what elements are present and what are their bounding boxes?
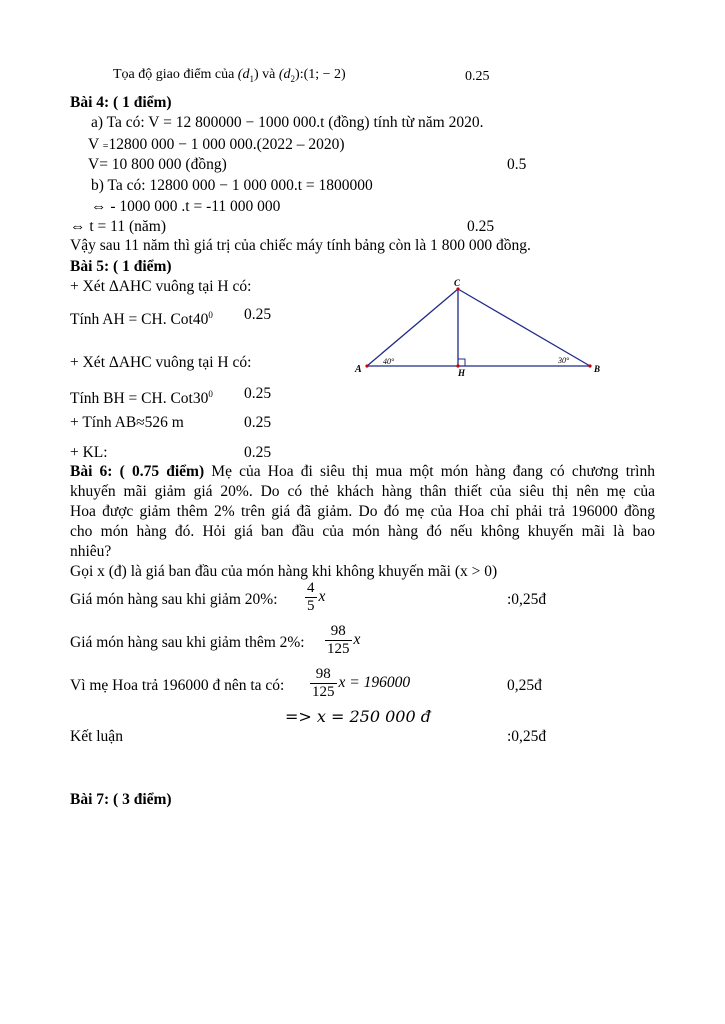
- bai5-l3: + Xét ΔAHC vuông tại H có:: [70, 354, 252, 371]
- point-a: [365, 364, 368, 367]
- bai4-a2-rest: 12800 000 − 1 000 000.(2022 – 2020): [108, 136, 345, 153]
- label-c: C: [454, 278, 461, 288]
- equation-rhs: x = 196000: [338, 674, 411, 692]
- d2-subscript: 2: [290, 73, 296, 84]
- bai5-title: Bài 5: ( 1 điểm): [70, 258, 172, 275]
- bai5-l2-sup: 0: [208, 310, 213, 320]
- side-cb: [458, 289, 590, 366]
- intersection-line: [113, 66, 346, 88]
- bai6-p3: Hoa được giảm thêm 2% trên giá đã giảm. Do đó mẹ của Hoa chỉ phải trả 196000 đồng: [70, 503, 655, 520]
- fraction-denominator: 5: [307, 598, 315, 614]
- bai5-l4: [70, 385, 213, 408]
- fraction-98-125-eq: [310, 666, 337, 701]
- bai4-a2: [88, 136, 345, 156]
- bai6-title: Bài 6: ( 0.75 điểm): [70, 463, 205, 480]
- bai4-a3: V= 10 800 000 (đồng): [88, 156, 227, 173]
- fraction-numerator: 98: [315, 666, 331, 682]
- bai4-b3-score: 0.25: [467, 218, 495, 235]
- bai6-s1-score: :0,25đ: [507, 591, 547, 608]
- bai6-s5-score: :0,25đ: [507, 728, 547, 745]
- bai5-l4-score: 0.25: [244, 385, 272, 402]
- triangle-lines: [367, 289, 590, 366]
- fraction-98-125: [325, 623, 352, 658]
- d2-label: (d: [278, 67, 291, 82]
- bai4-a2-v: V: [88, 136, 99, 153]
- fraction-4-5: [305, 580, 317, 615]
- bai5-l4-sup: 0: [208, 389, 213, 399]
- bai4-conclusion: Vậy sau 11 năm thì giá trị của chiếc máy tính bảng còn là 1 800 000 đồng.: [70, 237, 531, 254]
- fraction-numerator: 98: [330, 623, 346, 639]
- bai7-title: Bài 7: ( 3 điểm): [70, 791, 172, 808]
- bai6-let: Gọi x (đ) là giá ban đầu của món hàng khi không khuyến mãi (x > 0): [70, 563, 498, 580]
- var-x: x: [318, 588, 326, 606]
- label-a: A: [355, 364, 362, 375]
- bai4-a2-eq: =: [102, 141, 109, 152]
- and-word: và: [258, 67, 279, 82]
- d1-label: (d: [237, 67, 250, 82]
- d1-close: ): [253, 67, 259, 82]
- label-b: B: [594, 364, 601, 374]
- bai5-l4-text: Tính BH = CH. Cot30: [70, 390, 209, 408]
- bai6-p5: nhiêu?: [70, 543, 112, 560]
- bai5-l1: + Xét ΔAHC vuông tại H có:: [70, 278, 252, 295]
- bai6-p1: [70, 463, 655, 481]
- angle-a-label: 40°: [383, 357, 395, 366]
- bai5-l2-text: Tính AH = CH. Cot40: [70, 311, 209, 329]
- bai6-s4: => x = 250 000 đ: [285, 707, 431, 726]
- point-b: [588, 364, 591, 367]
- bai6-p4: cho món hàng đó. Hỏi giá ban đầu của món hàng đó nếu không khuyến mãi là bao: [70, 523, 655, 540]
- triangle-diagram: [350, 276, 610, 380]
- bai6-s1-math: [303, 580, 325, 615]
- bai4-b2: ⇔ - 1000 000 .t = -11 000 000: [91, 198, 281, 215]
- bai5-l6: + KL:: [70, 444, 108, 461]
- bai6-p1-rest: Mẹ của Hoa đi siêu thị mua một món hàng đang có chương trình: [204, 463, 655, 480]
- bai5-l5: + Tính AB≈526 m: [70, 414, 184, 431]
- intersection-prefix: Tọa độ giao điểm của: [113, 67, 238, 82]
- bai6-s2-math: [323, 623, 360, 658]
- bai6-s2: Giá món hàng sau khi giảm thêm 2%:: [70, 634, 305, 651]
- bai4-b3: ⇔ t = 11 (năm): [70, 218, 166, 235]
- bai4-b1: b) Ta có: 12800 000 − 1 000 000.t = 1800000: [91, 177, 373, 194]
- bai6-s1: Giá món hàng sau khi giảm 20%:: [70, 591, 278, 608]
- d2-close: ): [295, 67, 300, 82]
- bai6-s5: Kết luận: [70, 728, 123, 745]
- var-x: x: [353, 631, 361, 649]
- bai5-l2-score: 0.25: [244, 306, 272, 323]
- intersection-point: :(1; − 2): [299, 67, 346, 82]
- label-h: H: [458, 368, 466, 378]
- angle-b-label: 30°: [558, 356, 570, 365]
- bai5-l5-score: 0.25: [244, 414, 272, 431]
- bai4-title: Bài 4: ( 1 điểm): [70, 94, 172, 111]
- bai5-l6-score: 0.25: [244, 444, 272, 461]
- bai4-a3-score: 0.5: [507, 156, 527, 173]
- intersection-score: 0.25: [465, 69, 490, 84]
- d1-subscript: 1: [249, 73, 254, 84]
- fraction-denominator: 125: [312, 684, 335, 700]
- bai6-s3-score: 0,25đ: [507, 677, 542, 694]
- fraction-denominator: 125: [327, 641, 350, 657]
- bai6-s3-math: [308, 666, 410, 701]
- bai6-p2: khuyến mãi giảm giá 20%. Do có thẻ khách hàng thân thiết của siêu thị nên mẹ của: [70, 483, 655, 500]
- fraction-numerator: 4: [307, 580, 315, 596]
- bai6-s3: Vì mẹ Hoa trả 196000 đ nên ta có:: [70, 677, 285, 694]
- bai4-a1: a) Ta có: V = 12 800000 − 1000 000.t (đồng) tính từ năm 2020.: [91, 114, 484, 131]
- side-ac: [367, 289, 458, 366]
- bai5-l2: [70, 306, 213, 329]
